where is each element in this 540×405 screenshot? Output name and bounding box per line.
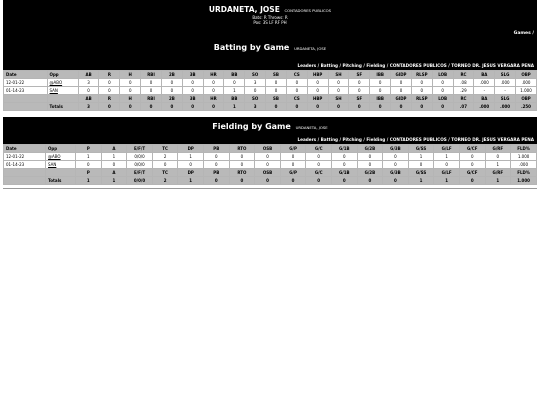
stat-cell: 1 [76,153,102,161]
column-header: PB [204,145,230,153]
total-cell: 0 [120,103,141,111]
stat-cell: 0 [411,79,432,87]
opponent-link[interactable]: @ABO [48,154,61,159]
column-header: 2B [161,95,182,103]
column-header: E/F/T [127,145,153,153]
column-header: HR [203,71,224,79]
stat-cell: 0 [161,87,182,95]
total-cell: 1 [485,177,511,185]
column-header: SF [349,71,370,79]
stat-cell: 0 [357,161,383,169]
stat-cell: 0 [266,87,287,95]
stat-cell: 0 [120,79,141,87]
stat-cell: 2 [152,153,178,161]
column-header: SB [266,95,287,103]
column-header: P [76,169,102,177]
table-row [4,161,537,169]
stat-cell: 0 [152,161,178,169]
total-cell [4,177,46,185]
table-row [4,79,537,87]
page [3,0,537,189]
stat-cell: 0 [78,87,99,95]
column-header: G/CF [459,145,485,153]
stat-cell: 1 [101,153,127,161]
column-header: TC [152,145,178,153]
column-header: OBP [516,95,537,103]
stat-cell: - [495,87,516,95]
column-header: HBP [307,71,328,79]
column-header [4,95,48,103]
stat-cell: 0 [76,161,102,169]
stat-cell: 0 [391,87,412,95]
total-cell: 1 [224,103,245,111]
column-header: IBB [370,95,391,103]
batting-table [3,70,537,111]
column-header: H [120,71,141,79]
stat-cell: 0 [408,161,434,169]
stat-cell: 0 [229,153,255,161]
total-cell: 1 [76,177,102,185]
total-cell: 0 [370,103,391,111]
stat-cell: 0 [331,153,357,161]
stat-cell: 0 [280,161,306,169]
fielding-title-text: Fielding by Game [212,122,291,131]
stat-cell: 0 [370,87,391,95]
batting-nav[interactable]: Leaders / Batting / Pitching / Fielding / CONTADORES PUBLICOS / TORNEO DR. JESUS VERGARA PENA [3,62,537,70]
batting-title [3,43,537,52]
column-header: RLSP [411,71,432,79]
column-header: E/F/T [127,169,153,177]
stat-cell: 0 [255,161,281,169]
column-header: G/RF [485,145,511,153]
column-header: SF [349,95,370,103]
stat-cell: 0 [204,153,230,161]
column-header: 3B [182,71,203,79]
stat-cell: 0 [307,87,328,95]
divider [3,188,537,189]
total-cell: 0 [255,177,281,185]
date-cell: 01-14-23 [4,161,46,169]
stat-cell: 0 [307,79,328,87]
stat-cell: 0 [383,153,409,161]
column-header: FLD% [511,169,537,177]
total-cell: 0 [203,103,224,111]
total-cell: 0 [331,177,357,185]
stat-cell: 0 [328,79,349,87]
column-header: 2B [161,71,182,79]
player-name-line [3,5,537,14]
total-cell: .000 [474,103,495,111]
total-cell: 0 [328,103,349,111]
fielding-header-row [4,145,537,153]
column-header: TC [152,169,178,177]
column-header [4,169,46,177]
column-header: SH [328,71,349,79]
column-header: AB [78,71,99,79]
stat-cell: 0 [266,79,287,87]
column-header: Opp [47,71,78,79]
fielding-table [3,144,537,185]
stat-cell: 0 [203,79,224,87]
player-banner [3,0,537,62]
opponent-link[interactable]: SAN [48,162,57,167]
total-cell: 0 [432,103,453,111]
stat-cell: 0 [459,153,485,161]
column-header: RBI [141,71,162,79]
stat-cell: 0 [182,87,203,95]
stat-cell: 1 [408,153,434,161]
column-header: SH [328,95,349,103]
stat-cell: 1.000 [516,87,537,95]
total-cell: 1 [408,177,434,185]
fielding-nav[interactable]: Leaders / Batting / Pitching / Fielding / CONTADORES PUBLICOS / TORNEO DR. JESUS VERGARA PENA [3,136,537,144]
total-cell: 0 [141,103,162,111]
column-header: SLG [495,95,516,103]
stat-cell: 1 [485,161,511,169]
total-cell: 0 [306,177,332,185]
column-header: G/C [306,145,332,153]
stat-cell: 0 [370,79,391,87]
column-header: H [120,95,141,103]
stat-cell: 0 [331,161,357,169]
column-header: G/2B [357,145,383,153]
fielding-totals-row [4,177,537,185]
stat-cell: 1 [178,153,204,161]
column-header: IBB [370,71,391,79]
column-header: RLSP [411,95,432,103]
stat-cell: .000 [495,79,516,87]
table-row [4,87,537,95]
column-header: G/LF [434,169,460,177]
stat-cell: 1 [224,87,245,95]
total-cell: .07 [453,103,474,111]
opponent-link[interactable]: SAN [49,88,58,93]
column-header: R [99,95,120,103]
column-header: DP [178,145,204,153]
positions: Pos: 3S LF RF PH [253,20,287,25]
player-team: CONTADORES PUBLICOS [284,8,332,13]
batting-totals-row [4,103,537,111]
stat-cell: 1 [434,153,460,161]
opponent-cell[interactable] [46,153,76,161]
total-cell: 0 [286,103,307,111]
column-header: FLD% [511,145,537,153]
total-cell: 3 [245,103,266,111]
stat-cell: 0 [120,87,141,95]
column-header: AB [78,95,99,103]
column-header: DP [178,169,204,177]
stat-cell: 0 [229,161,255,169]
column-header: G/C [306,169,332,177]
column-header: SO [245,95,266,103]
opponent-cell[interactable] [47,87,78,95]
column-header: G/3B [383,169,409,177]
column-header: LOB [432,95,453,103]
column-header: LOB [432,71,453,79]
table-row [4,153,537,161]
column-header: HBP [307,95,328,103]
batting-title-sub: URDANETA, JOSE [294,46,327,51]
column-header: G/LF [434,145,460,153]
column-header: G/SS [408,169,434,177]
column-header: HR [203,95,224,103]
column-header: RTO [229,145,255,153]
stat-cell: 0 [99,87,120,95]
batting-footer-header-row [4,95,537,103]
totals-label: Totals [46,177,76,185]
stat-cell: 3 [245,79,266,87]
column-header: P [76,145,102,153]
stat-cell: 0/0/0 [127,153,153,161]
total-cell: .250 [516,103,537,111]
column-header: Opp [46,145,76,153]
fielding-title [3,122,537,131]
column-header: OBP [516,71,537,79]
column-header: G/SS [408,145,434,153]
batting-title-text: Batting by Game [213,43,290,52]
total-cell: 0 [391,103,412,111]
column-header: G/1B [331,145,357,153]
stat-cell: 3 [78,79,99,87]
total-cell: 0 [383,177,409,185]
total-cell: 0/0/0 [127,177,153,185]
column-header: GIDP [391,95,412,103]
date-cell: 12-01-22 [4,79,48,87]
fielding-footer-header-row [4,169,537,177]
total-cell: 1 [434,177,460,185]
column-header: BA [474,95,495,103]
fielding-banner [3,117,537,136]
total-cell: 3 [78,103,99,111]
stat-cell: 0 [161,79,182,87]
stat-cell: 0 [349,87,370,95]
total-cell: 1.000 [511,177,537,185]
total-cell: 0 [280,177,306,185]
stat-cell: 0 [306,161,332,169]
total-cell [4,103,48,111]
column-header: G/3B [383,145,409,153]
column-header: A [101,169,127,177]
column-header: RBI [141,95,162,103]
column-header: G/RF [485,169,511,177]
column-header: G/2B [357,169,383,177]
total-cell: 0 [349,103,370,111]
column-header: BB [224,95,245,103]
total-cell: 0 [99,103,120,111]
fielding-title-sub: URDANETA, JOSE [295,125,328,130]
column-header: RC [453,71,474,79]
column-header: Date [4,71,48,79]
column-header: CS [286,71,307,79]
column-header: SLG [495,71,516,79]
column-header [47,95,78,103]
column-header: G/P [280,145,306,153]
opponent-link[interactable]: @ABO [49,80,63,85]
stat-cell: 0 [101,161,127,169]
stat-cell: 0 [286,87,307,95]
batting-header-row [4,71,537,79]
column-header: OSB [255,145,281,153]
stat-cell: 0 [485,153,511,161]
column-header: CS [286,95,307,103]
stat-cell: 0 [306,153,332,161]
column-header: G/P [280,169,306,177]
date-cell: 01-14-23 [4,87,48,95]
total-cell: 0 [182,103,203,111]
stat-cell: 0 [286,79,307,87]
column-header: OSB [255,169,281,177]
column-header: 3B [182,95,203,103]
total-cell: 0 [307,103,328,111]
column-header: G/CF [459,169,485,177]
games-link[interactable]: Games / [513,31,534,36]
stat-cell: 0 [391,79,412,87]
stat-cell: - [474,87,495,95]
stat-cell: 0 [182,79,203,87]
total-cell: 0 [459,177,485,185]
totals-label: Totals [47,103,78,111]
stat-cell: 0 [255,153,281,161]
total-cell: .000 [495,103,516,111]
stat-cell: 0 [204,161,230,169]
stat-cell: 0 [141,79,162,87]
total-cell: 1 [178,177,204,185]
column-header: R [99,71,120,79]
stat-cell: 0 [357,153,383,161]
stat-cell: .29 [453,87,474,95]
opponent-cell[interactable] [46,161,76,169]
stat-cell: 0 [178,161,204,169]
total-cell: 2 [152,177,178,185]
column-header: BA [474,71,495,79]
total-cell: 0 [357,177,383,185]
stat-cell: 0 [328,87,349,95]
total-cell: 0 [411,103,432,111]
stat-cell: 0 [383,161,409,169]
stat-cell: .000 [511,161,537,169]
stat-cell: 0 [432,87,453,95]
column-header: A [101,145,127,153]
stat-cell: .08 [453,79,474,87]
column-header: RC [453,95,474,103]
stat-cell: .000 [516,79,537,87]
stat-cell: 1.000 [511,153,537,161]
column-header: BB [224,71,245,79]
total-cell: 0 [229,177,255,185]
column-header: RTO [229,169,255,177]
stat-cell: 0 [245,87,266,95]
opponent-cell[interactable] [47,79,78,87]
bats-throws: Bats: R Throws: R [252,15,288,20]
stat-cell: 0 [224,79,245,87]
stat-cell: 0 [411,87,432,95]
column-header: G/1B [331,169,357,177]
stat-cell: 0 [99,79,120,87]
stat-cell: 0 [459,161,485,169]
stat-cell: 0 [434,161,460,169]
stat-cell: 0 [432,79,453,87]
stat-cell: 0 [203,87,224,95]
stat-cell: 0/0/0 [127,161,153,169]
stat-cell: 0 [141,87,162,95]
date-cell: 12-01-22 [4,153,46,161]
stat-cell: .000 [474,79,495,87]
stat-cell: 0 [280,153,306,161]
column-header: SO [245,71,266,79]
total-cell: 1 [101,177,127,185]
stat-cell: 0 [349,79,370,87]
total-cell: 0 [266,103,287,111]
player-name: URDANETA, JOSE [208,5,280,14]
total-cell: 0 [204,177,230,185]
column-header: GIDP [391,71,412,79]
column-header: SB [266,71,287,79]
column-header: Date [4,145,46,153]
column-header [46,169,76,177]
column-header: PB [204,169,230,177]
total-cell: 0 [161,103,182,111]
